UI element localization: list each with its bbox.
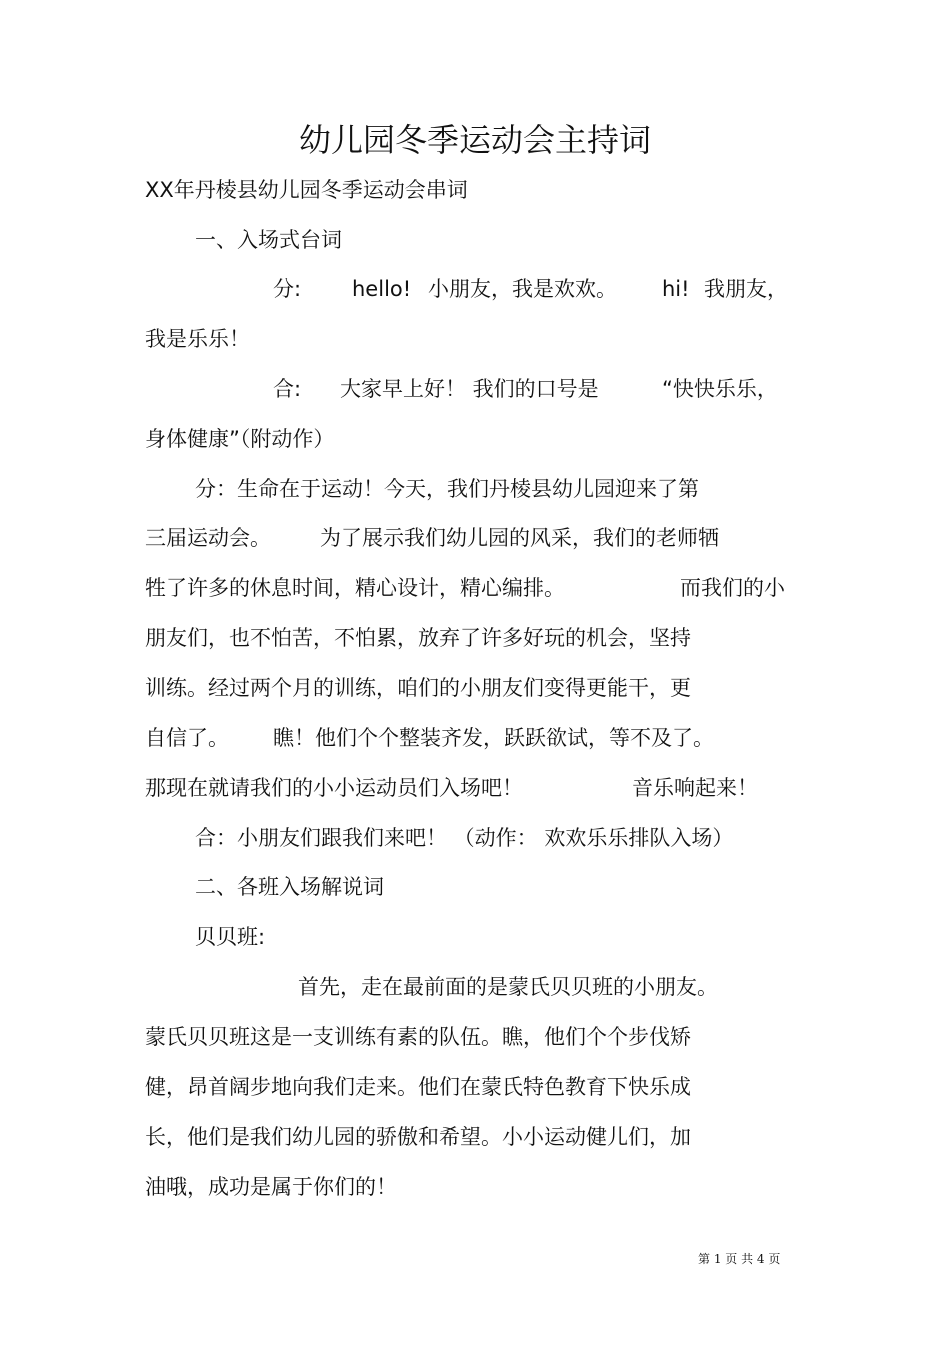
paragraph-line: 我是乐乐！ bbox=[145, 327, 250, 351]
paragraph-line: 蒙氏贝贝班这是一支训练有素的队伍。瞧，他们个个步伐矫 bbox=[145, 1025, 691, 1049]
paragraph-line: 合：小朋友们跟我们来吧！ （动作： 欢欢乐乐排队入场） bbox=[195, 826, 734, 850]
text-segment: 三届运动会。 bbox=[145, 526, 271, 550]
paragraph-line: 长，他们是我们幼儿园的骄傲和希望。小小运动健儿们，加 bbox=[145, 1125, 691, 1149]
text-segment: 那现在就请我们的小小运动员们入场吧！ bbox=[145, 776, 523, 800]
text-segment: hello! bbox=[352, 277, 412, 301]
paragraph-line bbox=[0, 723, 950, 753]
text-segment: 瞧！他们个个整装齐发，跃跃欲试，等不及了。 bbox=[273, 726, 714, 750]
document-subtitle: XX年丹棱县幼儿园冬季运动会串词 bbox=[145, 178, 468, 202]
text-segment: 自信了。 bbox=[145, 726, 229, 750]
text-segment: “快快乐乐， bbox=[662, 377, 778, 401]
text-segment: hi! bbox=[662, 277, 690, 301]
paragraph-line: 油哦，成功是属于你们的！ bbox=[145, 1175, 397, 1199]
text-segment: 音乐响起来！ bbox=[632, 776, 758, 800]
class-name: 贝贝班: bbox=[195, 925, 266, 949]
paragraph-line bbox=[0, 573, 950, 603]
paragraph-line: 朋友们，也不怕苦，不怕累，放弃了许多好玩的机会，坚持 bbox=[145, 626, 691, 650]
text-segment: 为了展示我们幼儿园的风采，我们的老师牺 bbox=[320, 526, 719, 550]
paragraph-line: 健，昂首阔步地向我们走来。他们在蒙氏特色教育下快乐成 bbox=[145, 1075, 691, 1099]
document-title: 幼儿园冬季运动会主持词 bbox=[298, 121, 651, 159]
speaker-label: 合: bbox=[273, 377, 302, 401]
text-segment: 牲了许多的休息时间，精心设计，精心编排。 bbox=[145, 576, 565, 600]
page-footer: 第 1 页 共 4 页 bbox=[698, 1252, 781, 1266]
text-segment: 而我们的小 bbox=[680, 576, 785, 600]
paragraph-line: 首先，走在最前面的是蒙氏贝贝班的小朋友。 bbox=[298, 975, 718, 999]
section-heading-classes: 二、各班入场解说词 bbox=[195, 875, 384, 899]
text-segment: 大家早上好！ 我们的口号是 bbox=[340, 377, 599, 401]
text-segment: 我朋友， bbox=[704, 277, 788, 301]
paragraph-line bbox=[0, 773, 950, 803]
paragraph-line bbox=[0, 523, 950, 553]
paragraph-line bbox=[0, 374, 950, 404]
section-heading-entrance: 一、入场式台词 bbox=[195, 228, 342, 252]
paragraph-line bbox=[0, 274, 950, 304]
paragraph-line: 训练。经过两个月的训练，咱们的小朋友们变得更能干，更 bbox=[145, 676, 691, 700]
text-segment: 小朋友，我是欢欢。 bbox=[428, 277, 617, 301]
paragraph-line: 身体健康”（附动作） bbox=[145, 427, 335, 451]
speaker-label: 分: bbox=[273, 277, 302, 301]
paragraph-line: 分：生命在于运动！今天，我们丹棱县幼儿园迎来了第 bbox=[195, 477, 699, 501]
